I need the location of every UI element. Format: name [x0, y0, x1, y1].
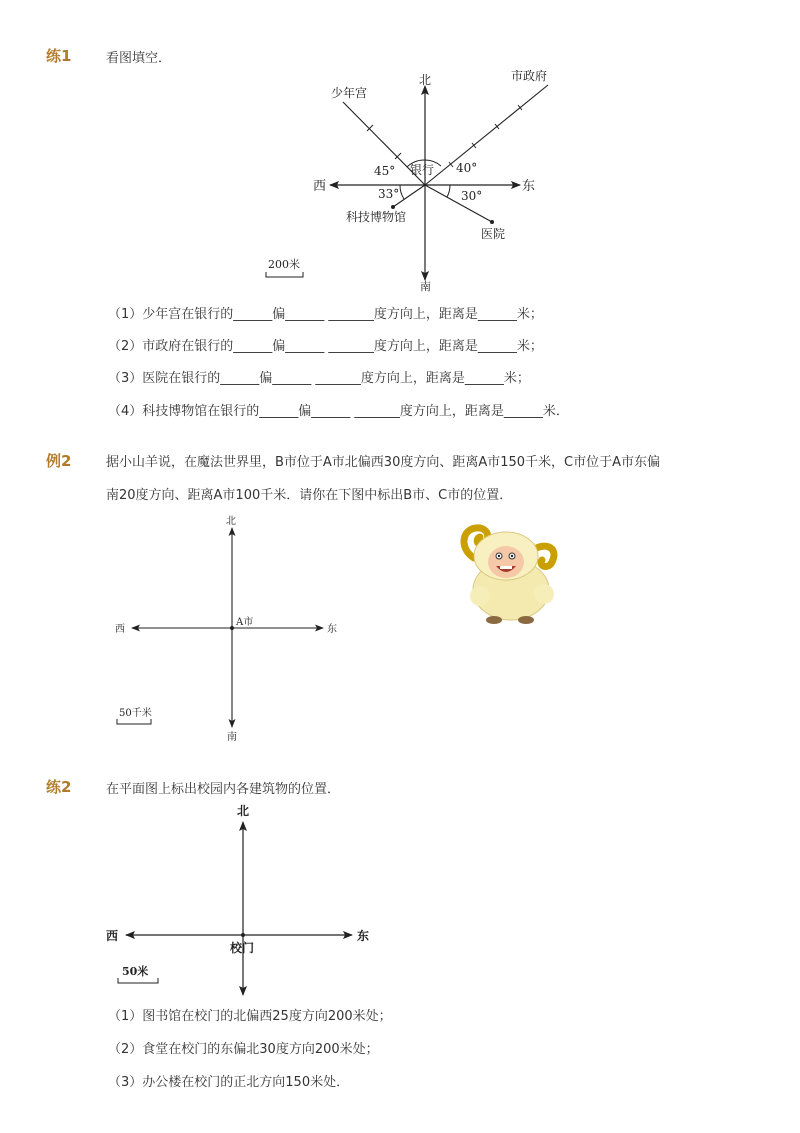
- question-2: （2）市政府在银行的______偏______ _______度方向上，距离是______米；: [108, 339, 543, 354]
- east-label: 东: [522, 179, 536, 194]
- question-1: （1）图书馆在校门的北偏西25度方向200米处；: [108, 1009, 392, 1024]
- question-1: （1）少年宫在银行的______偏______ _______度方向上，距离是______米；: [108, 307, 543, 322]
- bank-label: 银行: [410, 163, 435, 177]
- section2-label: 例2: [46, 452, 72, 470]
- north-label: 北: [237, 804, 250, 818]
- angle-45-label: 45°: [374, 164, 396, 178]
- angle-33-label: 33°: [378, 187, 400, 201]
- section1-label: 练1: [46, 47, 72, 65]
- north-label: 北: [419, 73, 432, 87]
- scale-label: 50米: [122, 965, 149, 978]
- west-label: 西: [115, 624, 125, 635]
- youth-palace-label: 少年宫: [331, 86, 368, 100]
- center-label: 校门: [230, 941, 255, 955]
- question-2: （2）食堂在校门的东偏北30度方向200米处；: [108, 1042, 379, 1057]
- question-4: （4）科技博物馆在银行的______偏______ _______度方向上，距离是______米．: [108, 404, 569, 419]
- center-label: A市: [236, 617, 254, 628]
- museum-label: 科技博物馆: [346, 210, 407, 224]
- section3-label: 练2: [46, 778, 72, 796]
- city-hall-label: 市政府: [511, 69, 548, 83]
- angle-30-label: 30°: [461, 189, 483, 203]
- section1-instruction: 看图填空．: [106, 51, 172, 66]
- scale-bar: [118, 978, 158, 983]
- north-label: 北: [226, 516, 236, 527]
- east-label: 东: [357, 929, 370, 943]
- south-label: 南: [227, 732, 237, 743]
- center-point: [241, 933, 245, 937]
- hospital-label: 医院: [481, 227, 506, 241]
- east-label: 东: [327, 624, 337, 635]
- south-label: 南: [420, 280, 431, 293]
- question-3: （3）办公楼在校门的正北方向150米处．: [108, 1075, 350, 1090]
- section2-text-line1: 据小山羊说，在魔法世界里，B市位于A市北偏西30度方向、距离A市150千米，C市位于A市东偏: [106, 455, 661, 470]
- question-3: （3）医院在银行的______偏______ _______度方向上，距离是______米；: [108, 371, 530, 386]
- scale-label: 50千米: [119, 708, 152, 719]
- section2-text-line2: 南20度方向、距离A市100千米．请你在下图中标出B市、C市的位置．: [106, 488, 513, 503]
- west-label: 西: [106, 929, 119, 943]
- west-label: 西: [313, 179, 327, 194]
- angle-40-label: 40°: [456, 161, 478, 175]
- scale-label: 200米: [268, 258, 300, 271]
- section3-instruction: 在平面图上标出校园内各建筑物的位置．: [106, 782, 341, 797]
